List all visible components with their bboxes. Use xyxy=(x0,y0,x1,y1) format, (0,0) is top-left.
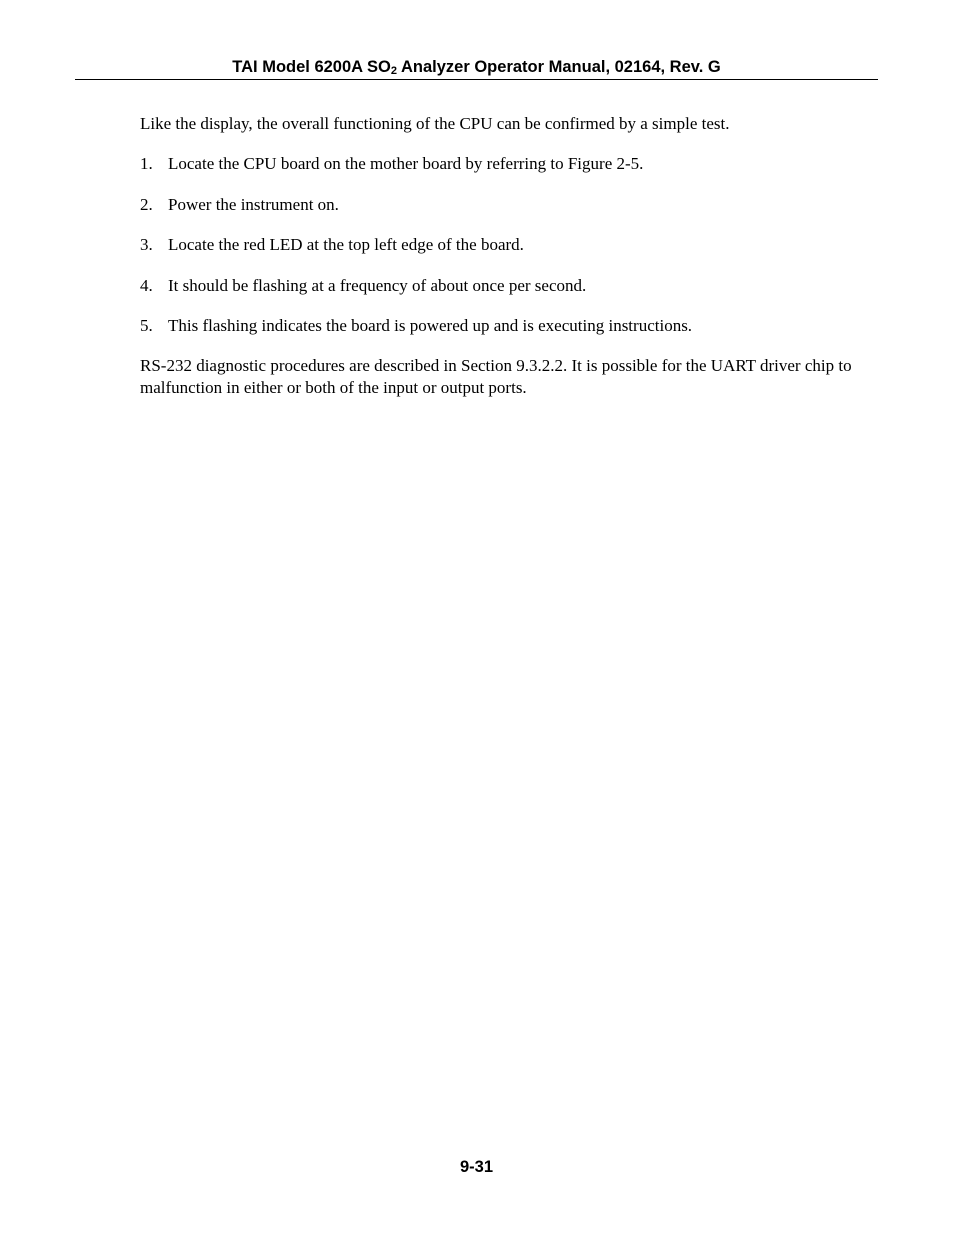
list-item xyxy=(140,275,860,297)
test-steps-list xyxy=(140,153,860,356)
page-number: 9-31 xyxy=(459,1158,494,1176)
header-title-suffix: Analyzer Operator Manual, 02164, Rev. G xyxy=(397,58,721,76)
step-number: 5. xyxy=(140,316,153,335)
header-divider xyxy=(75,79,878,80)
list-item xyxy=(140,194,860,216)
step-text: Locate the CPU board on the mother board by referring to Figure 2-5. xyxy=(168,154,644,173)
step-number: 2. xyxy=(140,194,153,214)
step-text: Power the instrument on. xyxy=(168,194,339,214)
header-title-prefix: TAI Model 6200A SO xyxy=(232,58,391,76)
step-text: Locate the red LED at the top left edge of the board. xyxy=(168,235,524,254)
step-text: It should be flashing at a frequency of about once per second. xyxy=(168,275,587,295)
intro-paragraph: Like the display, the overall functioning of the CPU can be confirmed by a simple test. xyxy=(140,114,730,133)
step-text: This flashing indicates the board is powered up and is executing instructions. xyxy=(168,316,693,335)
list-item xyxy=(140,153,860,175)
header-title-subscript: 2 xyxy=(390,65,398,77)
list-item xyxy=(140,315,860,337)
closing-paragraph: RS-232 diagnostic procedures are described in Section 9.3.2.2. It is possible for the UART driver chip to malfunction in either or both of the input or output ports. xyxy=(140,356,852,397)
step-number: 1. xyxy=(140,154,153,173)
list-item xyxy=(140,234,860,256)
step-number: 4. xyxy=(140,275,153,295)
step-number: 3. xyxy=(140,235,153,254)
page-header-title xyxy=(75,57,878,77)
